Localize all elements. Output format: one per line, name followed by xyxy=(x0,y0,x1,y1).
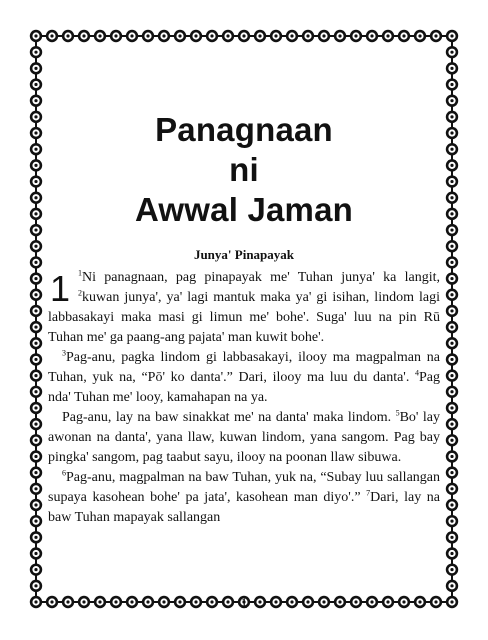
border-ornament xyxy=(446,466,458,478)
border-ornament xyxy=(286,30,298,42)
border-ornament xyxy=(110,30,122,42)
border-ornament xyxy=(30,256,42,268)
verse-number: 5 xyxy=(395,408,400,418)
border-ornament xyxy=(30,596,42,608)
border-ornament xyxy=(30,483,42,495)
verse-number: 4 xyxy=(415,368,419,378)
verse-number: 2 xyxy=(78,288,83,298)
border-ornament xyxy=(446,580,458,592)
border-ornament xyxy=(446,192,458,204)
border-ornament xyxy=(446,596,458,608)
paragraph xyxy=(48,348,440,408)
border-ornament xyxy=(30,46,42,58)
border-ornament xyxy=(446,563,458,575)
border-ornament xyxy=(270,30,282,42)
paragraph xyxy=(48,408,440,468)
border-ornament xyxy=(254,30,266,42)
title-line-3: Awwal Jaman xyxy=(134,191,354,228)
border-ornament xyxy=(30,62,42,74)
verse-text: Pag-anu, pagka lindom gi labbasakayi, ilooy ma magpalman na Tuhan, yuk na, “Pō' ko danta'.” Dari, ilooy ma luu du danta'. xyxy=(48,350,440,385)
title-line-1: Panagnaan xyxy=(155,111,333,148)
border-ornament xyxy=(446,143,458,155)
border-ornament xyxy=(446,402,458,414)
border-ornament xyxy=(318,30,330,42)
border-ornament xyxy=(446,208,458,220)
border-ornament xyxy=(30,369,42,381)
border-ornament xyxy=(446,46,458,58)
verse-text: Dari, lay na baw Tuhan mapayak sallangan xyxy=(48,490,440,525)
border-ornament xyxy=(446,499,458,511)
border-ornament xyxy=(30,450,42,462)
border-ornament xyxy=(30,434,42,446)
border-ornament xyxy=(446,369,458,381)
border-ornament xyxy=(30,547,42,559)
verse-text: Ni panagnaan, pag pinapayak me' Tuhan junya' ka langit, xyxy=(82,270,440,285)
border-ornament xyxy=(446,353,458,365)
border-ornament xyxy=(446,256,458,268)
border-ornament xyxy=(446,111,458,123)
border-ornament xyxy=(126,30,138,42)
border-ornament xyxy=(446,30,458,42)
border-ornament xyxy=(446,159,458,171)
border-ornament xyxy=(30,289,42,301)
border-ornament xyxy=(446,224,458,236)
border-ornament xyxy=(446,78,458,90)
border-ornament xyxy=(30,94,42,106)
paragraph xyxy=(48,268,440,348)
border-ornament xyxy=(30,240,42,252)
border-ornament xyxy=(446,127,458,139)
border-ornament xyxy=(382,30,394,42)
border-ornament xyxy=(30,305,42,317)
verse-number: 1 xyxy=(78,268,83,278)
verse-number: 6 xyxy=(62,468,66,478)
page-number: 1 xyxy=(240,596,248,612)
border-ornament xyxy=(446,62,458,74)
border-ornament xyxy=(30,143,42,155)
border-ornament xyxy=(174,30,186,42)
border-ornament xyxy=(446,515,458,527)
border-ornament xyxy=(446,321,458,333)
verse-text: kuwan junya', ya' lagi mantuk maka ya' gi isihan, lindom lagi labbasakayi maka masi gi limun me' bohe'. Suga' luu na pin Rū Tuhan me' ga paang-ang pajata' man kuwit bohe'. xyxy=(48,290,440,345)
border-ornament xyxy=(30,175,42,187)
border-ornament xyxy=(206,30,218,42)
book-title xyxy=(48,110,440,230)
border-ornament xyxy=(222,30,234,42)
border-ornament xyxy=(78,30,90,42)
border-ornament xyxy=(30,78,42,90)
section-heading: Junya' Pinapayak xyxy=(193,247,295,262)
border-ornament xyxy=(446,175,458,187)
border-ornament xyxy=(142,30,154,42)
border-ornament xyxy=(30,353,42,365)
verse-text: Pag-anu, magpalman na baw Tuhan, yuk na, “Subay luu sallangan supaya kasohean bohe' pa jata', kasohean man diyo'.” xyxy=(48,470,440,505)
verse-text: Pag nda' Tuhan me' looy, kamahapan na ya. xyxy=(48,370,440,405)
border-ornament xyxy=(446,386,458,398)
border-ornament xyxy=(30,386,42,398)
paragraph xyxy=(48,468,440,528)
border-ornament xyxy=(30,111,42,123)
border-ornament xyxy=(30,192,42,204)
border-ornament xyxy=(446,483,458,495)
border-ornament xyxy=(446,240,458,252)
border-ornament xyxy=(62,30,74,42)
border-ornament xyxy=(30,418,42,430)
border-ornament xyxy=(30,159,42,171)
border-ornament xyxy=(446,434,458,446)
border-ornament xyxy=(30,580,42,592)
border-ornament xyxy=(30,531,42,543)
border-ornament xyxy=(302,30,314,42)
border-ornament xyxy=(446,418,458,430)
border-ornament xyxy=(30,466,42,478)
border-ornament xyxy=(446,289,458,301)
border-ornament xyxy=(30,515,42,527)
border-ornament xyxy=(30,224,42,236)
border-ornament xyxy=(366,30,378,42)
border-ornament xyxy=(446,450,458,462)
verse-text: Bo' lay awonan na danta', yana llaw, kuwan lindom, yana sangom. Pag bay pingka' sangom, pag taabut sayu, ilooy na poonan llaw sibuwa. xyxy=(48,410,440,465)
border-ornament xyxy=(446,305,458,317)
border-ornament xyxy=(446,547,458,559)
border-ornament xyxy=(30,127,42,139)
chapter-number: 1 xyxy=(50,268,71,309)
border-ornament xyxy=(446,531,458,543)
border-ornament xyxy=(350,30,362,42)
border-ornament xyxy=(238,30,250,42)
verse-number: 3 xyxy=(62,348,66,358)
verse-text: Pag-anu, lay na baw sinakkat me' na danta' maka lindom. xyxy=(62,410,396,425)
border-ornament xyxy=(398,30,410,42)
border-ornament xyxy=(30,208,42,220)
page-content xyxy=(48,48,440,612)
body-text xyxy=(48,268,440,528)
border-ornament xyxy=(190,30,202,42)
border-ornament xyxy=(430,30,442,42)
border-ornament xyxy=(30,563,42,575)
border-ornament xyxy=(30,499,42,511)
title-line-2: ni xyxy=(229,151,259,188)
border-ornament xyxy=(446,94,458,106)
verse-number: 7 xyxy=(366,488,371,498)
border-ornament xyxy=(30,402,42,414)
border-ornament xyxy=(446,337,458,349)
border-ornament xyxy=(46,30,58,42)
border-ornament xyxy=(334,30,346,42)
border-ornament xyxy=(30,30,42,42)
border-ornament xyxy=(158,30,170,42)
border-ornament xyxy=(30,321,42,333)
border-ornament xyxy=(30,272,42,284)
border-ornament xyxy=(446,272,458,284)
border-ornament xyxy=(30,337,42,349)
border-ornament xyxy=(94,30,106,42)
border-ornament xyxy=(414,30,426,42)
